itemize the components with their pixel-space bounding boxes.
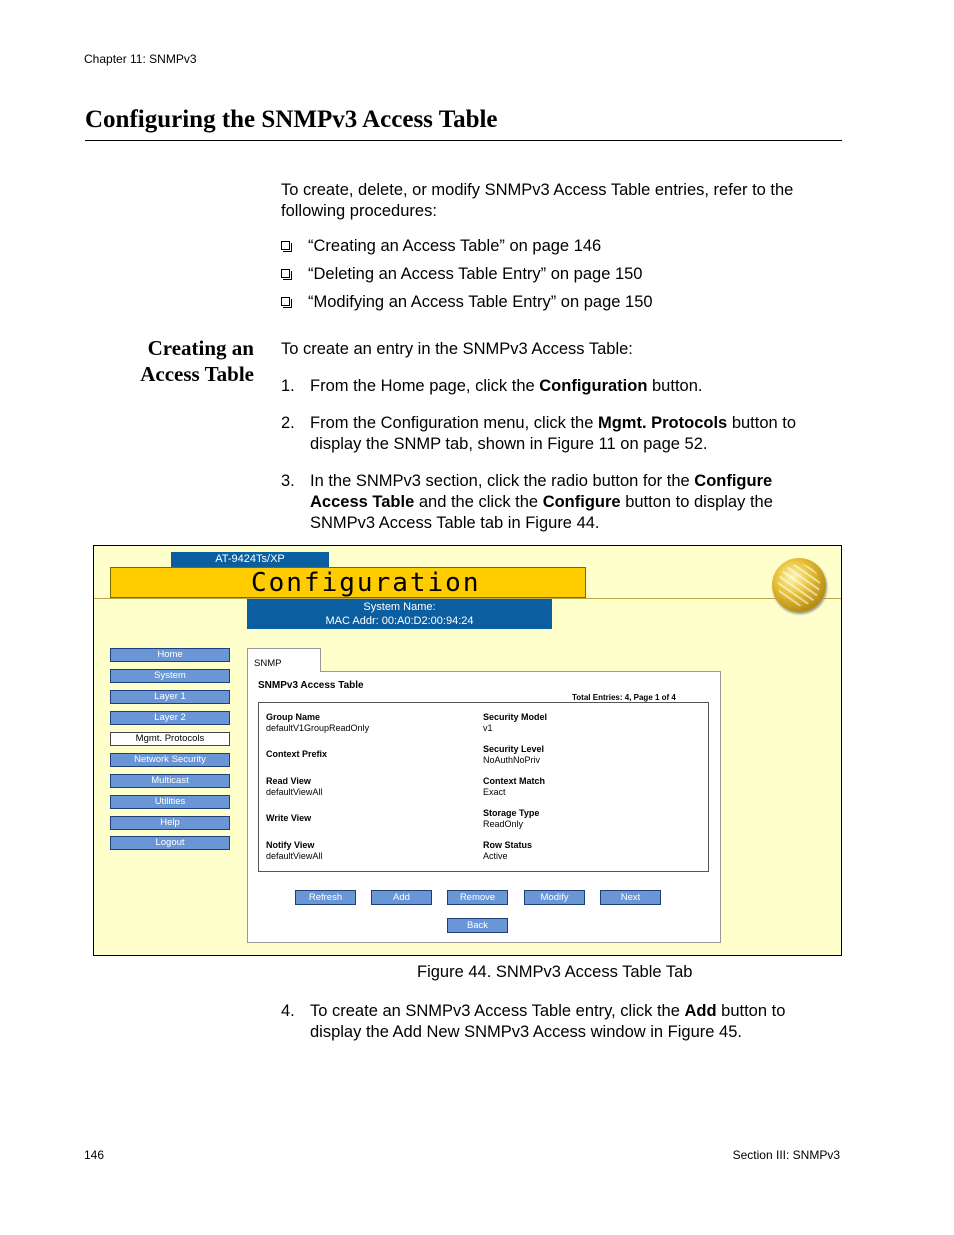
nav-layer2-button[interactable]: Layer 2	[110, 711, 230, 725]
nav-help-button[interactable]: Help	[110, 816, 230, 830]
checkbox-bullet-icon	[281, 269, 290, 278]
security-level-field: Security Level NoAuthNoPriv	[483, 744, 545, 765]
total-entries: Total Entries: 4, Page 1 of 4	[572, 693, 676, 702]
storage-type-field: Storage Type ReadOnly	[483, 808, 540, 829]
panel-title: SNMPv3 Access Table	[258, 680, 364, 691]
checkbox-bullet-icon	[281, 297, 290, 306]
notify-view-field: Notify View defaultViewAll	[266, 840, 323, 861]
nav-layer1-button[interactable]: Layer 1	[110, 690, 230, 704]
step-2: 2. From the Configuration menu, click the Mgmt. Protocols button to display the SNMP tab, shown in Figure 11 on page 52.	[281, 414, 797, 453]
nav-mgmt-protocols-button[interactable]: Mgmt. Protocols	[110, 732, 230, 746]
tab-snmp[interactable]: SNMP	[247, 648, 321, 672]
model-tab: AT-9424Ts/XP	[171, 552, 329, 567]
context-match-field: Context Match Exact	[483, 776, 546, 797]
write-view-field: Write View	[266, 813, 312, 823]
nav-logout-button[interactable]: Logout	[110, 836, 230, 850]
running-footer: Section III: SNMPv3	[732, 1148, 840, 1162]
subsection-heading: Creating an Access Table	[140, 336, 254, 386]
security-model-field: Security Model v1	[483, 712, 548, 733]
nav-utilities-button[interactable]: Utilities	[110, 795, 230, 809]
step-1: 1. From the Home page, click the Configuration button.	[281, 377, 703, 395]
back-button[interactable]: Back	[447, 918, 508, 933]
read-view-field: Read View defaultViewAll	[266, 776, 323, 797]
nav-home-button[interactable]: Home	[110, 648, 230, 662]
running-header: Chapter 11: SNMPv3	[84, 52, 197, 66]
globe-logo-icon	[772, 558, 826, 612]
nav-system-button[interactable]: System	[110, 669, 230, 683]
refresh-button[interactable]: Refresh	[295, 890, 356, 905]
intro-paragraph: To create, delete, or modify SNMPv3 Access Table entries, refer to the following procedures:	[281, 181, 794, 220]
system-info: System Name: MAC Addr: 00:A0:D2:00:94:24	[247, 599, 552, 629]
title-divider	[85, 140, 842, 141]
add-button[interactable]: Add	[371, 890, 432, 905]
group-name-field: Group Name defaultV1GroupReadOnly	[266, 712, 370, 733]
list-item: “Deleting an Access Table Entry” on page 150	[281, 264, 653, 292]
list-item: “Modifying an Access Table Entry” on page 150	[281, 292, 653, 320]
figure-screenshot	[93, 545, 842, 956]
list-item: “Creating an Access Table” on page 146	[281, 236, 653, 264]
nav-network-security-button[interactable]: Network Security	[110, 753, 230, 767]
figure-caption: Figure 44. SNMPv3 Access Table Tab	[417, 963, 693, 981]
section-title: Configuring the SNMPv3 Access Table	[85, 106, 498, 133]
checkbox-bullet-icon	[281, 241, 290, 250]
configuration-banner: Configuration	[110, 567, 586, 598]
context-prefix-field: Context Prefix	[266, 749, 328, 759]
modify-button[interactable]: Modify	[524, 890, 585, 905]
row-status-field: Row Status Active	[483, 840, 533, 861]
next-button[interactable]: Next	[600, 890, 661, 905]
step-4: 4. To create an SNMPv3 Access Table entry, click the Add button to display the Add New SNMPv3 Access window in Figure 45.	[281, 1002, 786, 1041]
nav-multicast-button[interactable]: Multicast	[110, 774, 230, 788]
step-3: 3. In the SNMPv3 section, click the radio button for the Configure Access Table and the click the Configure button to display the SNMPv3 Access Table tab in Figure 44.	[281, 472, 773, 532]
lead-paragraph: To create an entry in the SNMPv3 Access Table:	[281, 340, 633, 358]
procedure-list	[281, 236, 653, 320]
remove-button[interactable]: Remove	[447, 890, 508, 905]
page-number: 146	[84, 1148, 105, 1162]
